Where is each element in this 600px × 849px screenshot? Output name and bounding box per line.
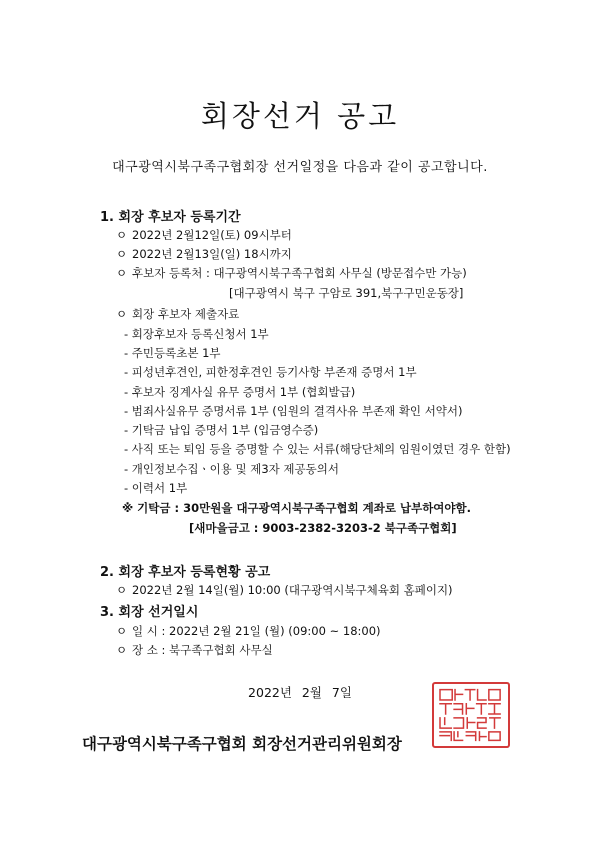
doc-item: - 범죄사실유무 증명서류 1부 (임원의 결격사유 부존재 확인 서약서) [124,404,463,418]
red-official-seal-icon [432,682,510,748]
doc-item: - 피성년후견인, 피한정후견인 등기사항 부존재 증명서 1부 [124,365,417,379]
doc-item: - 회장후보자 등록신청서 1부 [124,327,269,341]
section2-item: ㅇ 2022년 2월 14일(월) 10:00 (대구광역시북구체육회 홈페이지) [116,583,453,597]
circle-bullet: ㅇ [116,624,128,638]
doc-item: - 기탁금 납입 증명서 1부 (입금영수증) [124,423,319,437]
section3-heading: 3. 회장 선거일시 [100,605,199,620]
circle-bullet: ㅇ [116,643,128,657]
section1-item: ㅇ 후보자 등록처 : 대구광역시북구족구협회 사무실 (방문접수만 가능) [116,266,467,280]
notice-date: 2022년 2월 7일 [248,685,352,700]
doc-item: - 주민등록초본 1부 [124,346,221,360]
section2-heading: 2. 회장 후보자 등록현황 공고 [100,565,271,580]
circle-bullet: ㅇ [116,228,128,242]
doc-item: - 사직 또는 퇴임 등을 증명할 수 있는 서류(해당단체의 임원이였던 경우 한함) [124,442,511,456]
doc-item: - 개인정보수집ㆍ이용 및 제3자 제공동의서 [124,462,339,476]
seal-glyphs [434,684,508,746]
office-address: [대구광역시 북구 구암로 391,북구구민운동장] [229,286,464,300]
circle-bullet: ㅇ [116,247,128,261]
doc-item: - 이력서 1부 [124,481,188,495]
circle-bullet: ㅇ [116,307,128,321]
section3-item: ㅇ 장 소 : 북구족구협회 사무실 [116,643,273,657]
deposit-note: ※ 기탁금 : 30만원을 대구광역시북구족구협회 계좌로 납부하여야함. [122,501,472,515]
signature-line: 대구광역시북구족구협회 회장선거관리위원회장 [82,735,402,753]
section1-heading: 1. 회장 후보자 등록기간 [100,210,241,225]
bank-account: [새마을금고 : 9003-2382-3203-2 북구족구협회] [189,521,457,535]
circle-bullet: ㅇ [116,266,128,280]
doc-item: - 후보자 징계사실 유무 증명서 1부 (협회발급) [124,385,356,399]
circle-bullet: ㅇ [116,583,128,597]
docs-heading: ㅇ 회장 후보자 제출자료 [116,307,240,321]
section1-item: ㅇ 2022년 2월12일(토) 09시부터 [116,228,292,242]
section3-item: ㅇ 일 시 : 2022년 2월 21일 (월) (09:00 ~ 18:00) [116,624,381,638]
section1-item: ㅇ 2022년 2월13일(일) 18시까지 [116,247,292,261]
page-title: 회장선거 공고 [200,99,400,133]
intro-text: 대구광역시북구족구협회장 선거일정을 다음과 같이 공고합니다. [112,160,488,175]
